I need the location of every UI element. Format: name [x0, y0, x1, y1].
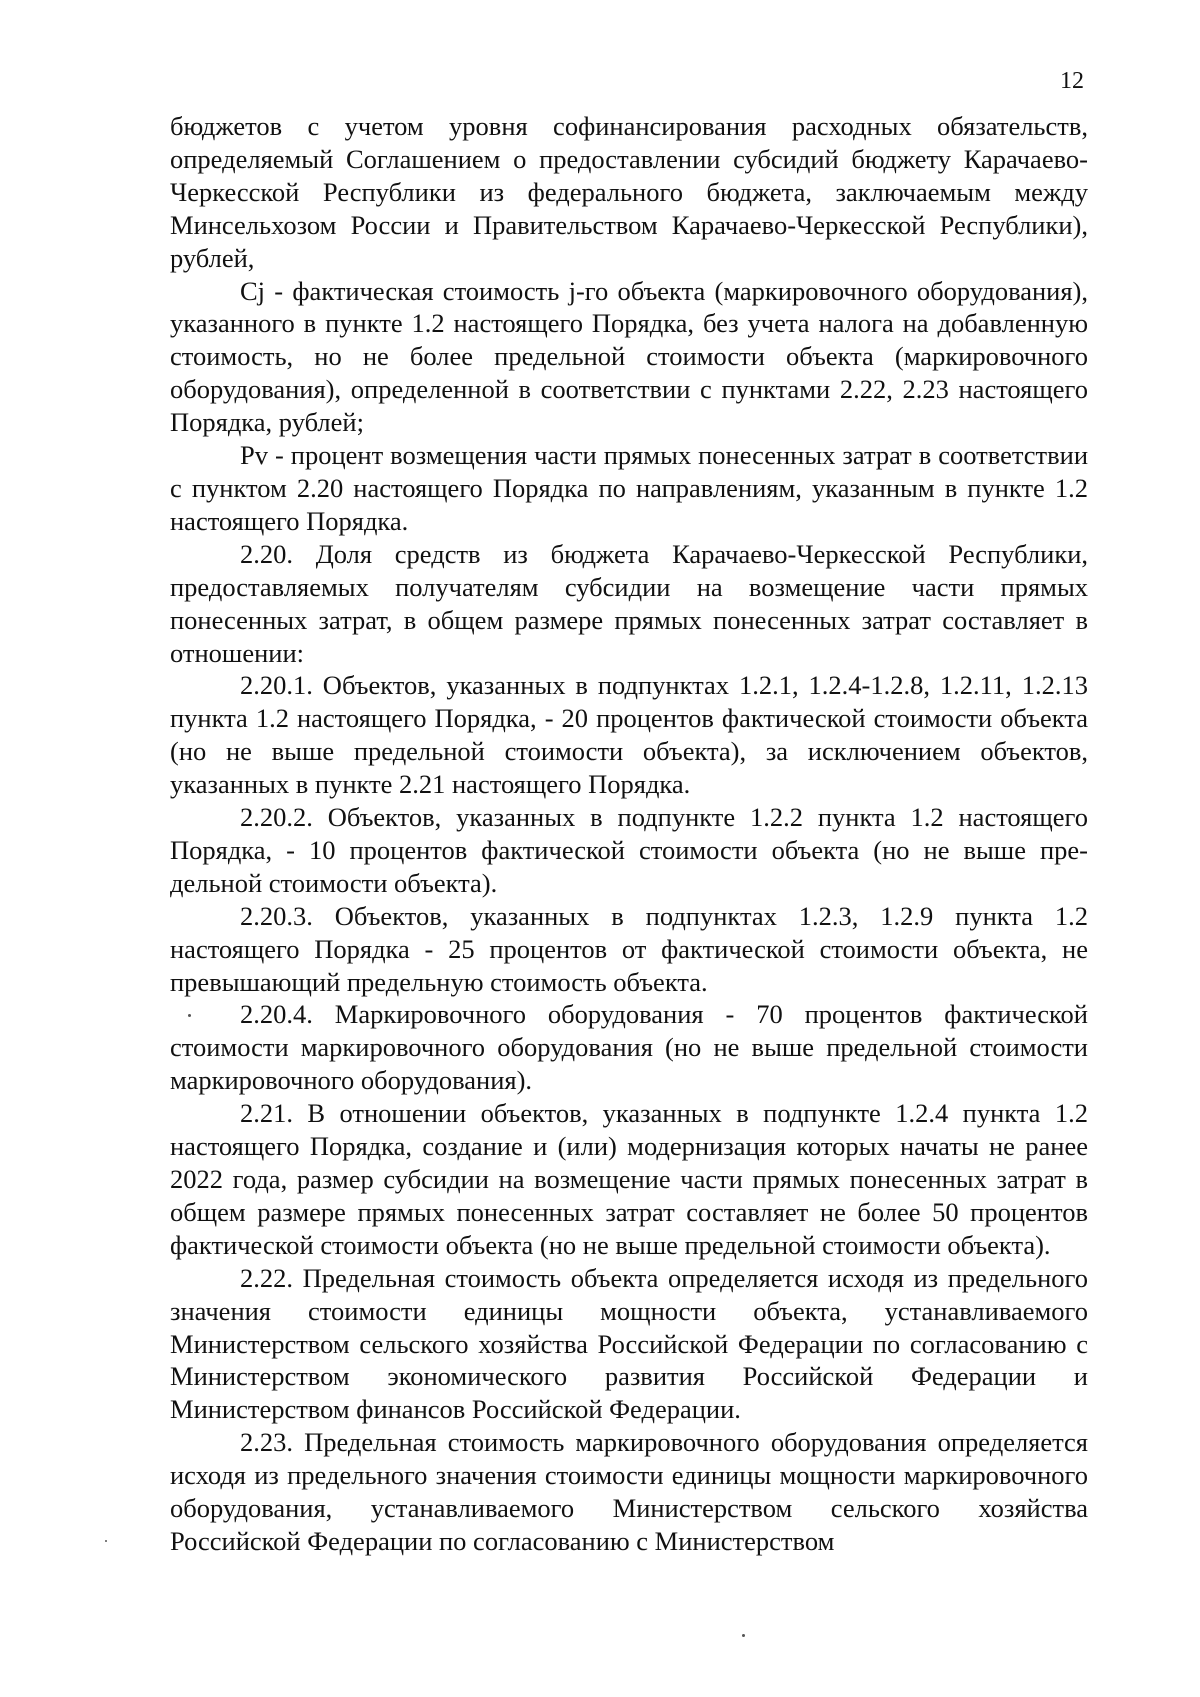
paragraph-2-20: 2.20. Доля средств из бюджета Карачаево-Черкесской Республики, предоставляемых получателям субсидии на возмещение части прямых понесенных затрат, в общем размере прямых понесенных затрат составляет в отношении:: [170, 538, 1088, 668]
scan-speck: [105, 1540, 107, 1542]
paragraph-2-20-1: 2.20.1. Объектов, указанных в подпунктах 1.2.1, 1.2.4-1.2.8, 1.2.11, 1.2.13 пункта 1.2 настоящего Порядка, - 20 процентов фактической стоимости объекта (но не выше предельной стоимости объекта), за исключением объектов, указанных в пункте 2.21 настоящего Порядка.: [170, 670, 1088, 800]
paragraph-2-22: 2.22. Предельная стоимость объекта определяется исходя из предельного значения стоимости единицы мощности объекта, устанавливаемого Министерством сельского хозяйства Российской Федерации по согласованию с Министерством экономического развития Российской Федерации и Министерством финансов Российской Федерации.: [170, 1262, 1088, 1425]
scan-speck: [742, 1634, 745, 1637]
paragraph-pv-definition: Pv - процент возмещения части прямых понесенных затрат в соответствии с пунктом 2.20 настоящего Порядка по направлениям, указанным в пункте 1.2 настоящего Порядка.: [170, 440, 1088, 536]
paragraph-2-21: 2.21. В отношении объектов, указанных в подпункте 1.2.4 пункта 1.2 настоящего Порядка, создание и (или) модернизация которых начаты не ранее 2022 года, размер субсидии на возмещение части прямых понесенных затрат в общем размере прямых понесенных затрат составляет не более 50 процентов фактической стоимости объекта (но не выше предельной стоимости объекта).: [170, 1098, 1088, 1260]
paragraph-cj-definition: Cj - фактическая стоимость j-го объекта (маркировочного оборудования), указанного в пункте 1.2 настоящего Порядка, без учета налога на добавленную стоимость, но не более предельной стоимости объекта (маркировочного оборудования), определенной в соответствии с пунктами 2.22, 2.23 настоящего Порядка, рублей;: [170, 275, 1088, 438]
scan-speck: [188, 1014, 191, 1017]
paragraph-2-20-2: 2.20.2. Объектов, указанных в подпункте 1.2.2 пункта 1.2 настоящего Порядка, - 10 процентов фактической стоимости объекта (но не выше предельной стоимости объекта).: [170, 802, 1088, 898]
document-body: [170, 110, 1088, 1558]
paragraph-2-20-4: 2.20.4. Маркировочного оборудования - 70 процентов фактической стоимости маркировочного оборудования (но не выше предельной стоимости маркировочного оборудования).: [170, 999, 1088, 1096]
paragraph-2-23: 2.23. Предельная стоимость маркировочного оборудования определяется исходя из предельного значения стоимости единицы мощности маркировочного оборудования, устанавливаемого Министерством сельского хозяйства Российской Федерации по согласованию с Министерством: [170, 1427, 1088, 1556]
page-number: 12: [1060, 68, 1084, 94]
paragraph-2-20-3: 2.20.3. Объектов, указанных в подпунктах 1.2.3, 1.2.9 пункта 1.2 настоящего Порядка - 25 процентов от фактической стоимости объекта, не превышающий предельную стоимость объекта.: [170, 900, 1088, 997]
paragraph-budget-continuation: бюджетов с учетом уровня софинансирования расходных обязательств, определяемый Соглашением о предоставлении субсидий бюджету Карачаево-Черкесской Республики из федерального бюджета, заключаемым между Минсельхозом России и Правительством Карачаево-Черкесской Республики), рублей,: [170, 111, 1088, 273]
